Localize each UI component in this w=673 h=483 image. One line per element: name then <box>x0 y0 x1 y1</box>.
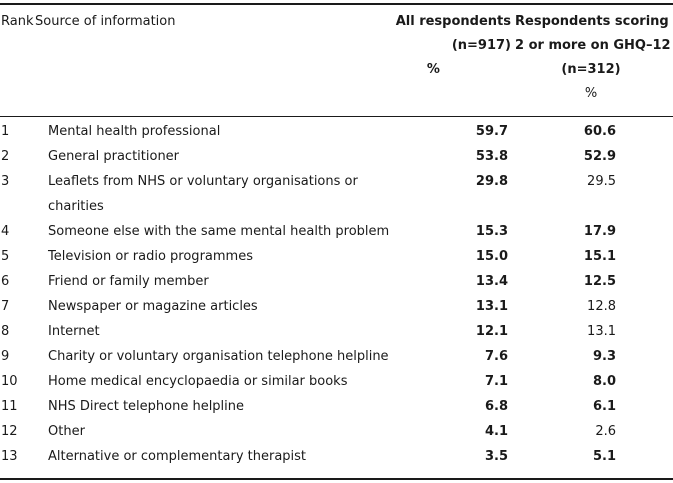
row-ghq-percent: 29.5 <box>587 174 616 189</box>
row-ghq-percent: 5.1 <box>592 449 616 464</box>
row-source-continued: charities <box>48 199 104 214</box>
row-ghq-percent: 17.9 <box>583 224 616 239</box>
row-source: Internet <box>48 324 100 339</box>
header-all-unit: % <box>426 62 440 77</box>
row-all-percent: 29.8 <box>475 174 508 189</box>
row-rank: 11 <box>1 399 18 414</box>
row-source: Newspaper or magazine articles <box>48 299 258 314</box>
row-rank: 8 <box>1 324 10 339</box>
row-source: Someone else with the same mental health problem <box>48 224 390 239</box>
row-source: Leaflets from NHS or voluntary organisations or <box>48 174 358 189</box>
row-source: NHS Direct telephone helpline <box>48 399 245 414</box>
row-all-percent: 13.4 <box>475 274 508 289</box>
row-source: Friend or family member <box>48 274 209 289</box>
row-ghq-percent: 12.8 <box>587 299 616 314</box>
row-rank: 9 <box>1 349 10 364</box>
row-ghq-percent: 6.1 <box>592 399 616 414</box>
row-ghq-percent: 60.6 <box>583 124 616 139</box>
header-source: Source of information <box>35 14 176 29</box>
row-rank: 4 <box>1 224 10 239</box>
row-all-percent: 15.3 <box>475 224 508 239</box>
row-rank: 1 <box>1 124 10 139</box>
row-all-percent: 6.8 <box>484 399 508 414</box>
row-rank: 2 <box>1 149 10 164</box>
row-source: Television or radio programmes <box>48 249 253 264</box>
row-rank: 13 <box>1 449 18 464</box>
row-all-percent: 15.0 <box>475 249 508 264</box>
row-ghq-percent: 2.6 <box>595 424 616 439</box>
row-all-percent: 7.6 <box>484 349 508 364</box>
bottom-rule <box>0 478 673 480</box>
row-source: Home medical encyclopaedia or similar books <box>48 374 348 389</box>
row-ghq-percent: 12.5 <box>583 274 616 289</box>
row-ghq-percent: 8.0 <box>592 374 616 389</box>
row-rank: 6 <box>1 274 10 289</box>
row-ghq-percent: 15.1 <box>583 249 616 264</box>
row-rank: 12 <box>1 424 18 439</box>
row-rank: 7 <box>1 299 10 314</box>
header-ghq-title2: 2 or more on GHQ–12 <box>515 38 671 53</box>
header-rule <box>0 116 673 117</box>
header-all-n: (n=917) <box>451 38 511 53</box>
row-all-percent: 13.1 <box>475 299 508 314</box>
header-ghq-title: Respondents scoring <box>515 14 669 29</box>
row-source: Mental health professional <box>48 124 221 139</box>
row-ghq-percent: 9.3 <box>592 349 616 364</box>
header-all-title: All respondents <box>395 14 511 29</box>
header-ghq-n: (n=312) <box>561 62 621 77</box>
top-rule <box>0 3 673 5</box>
row-ghq-percent: 13.1 <box>587 324 616 339</box>
header-ghq-respondents <box>515 10 671 106</box>
row-all-percent: 4.1 <box>484 424 508 439</box>
row-all-percent: 59.7 <box>475 124 508 139</box>
row-all-percent: 7.1 <box>484 374 508 389</box>
header-ghq-unit: % <box>584 86 598 101</box>
row-ghq-percent: 52.9 <box>583 149 616 164</box>
row-all-percent: 12.1 <box>475 324 508 339</box>
row-rank: 5 <box>1 249 10 264</box>
row-source: Other <box>48 424 85 439</box>
row-rank: 10 <box>1 374 18 389</box>
row-source: General practitioner <box>48 149 180 164</box>
row-source: Alternative or complementary therapist <box>48 449 307 464</box>
row-all-percent: 53.8 <box>475 149 508 164</box>
row-source: Charity or voluntary organisation telephone helpline <box>48 349 389 364</box>
row-rank: 3 <box>1 174 10 189</box>
header-rank: Rank <box>1 14 34 29</box>
row-all-percent: 3.5 <box>484 449 508 464</box>
header-all-respondents <box>396 10 511 82</box>
